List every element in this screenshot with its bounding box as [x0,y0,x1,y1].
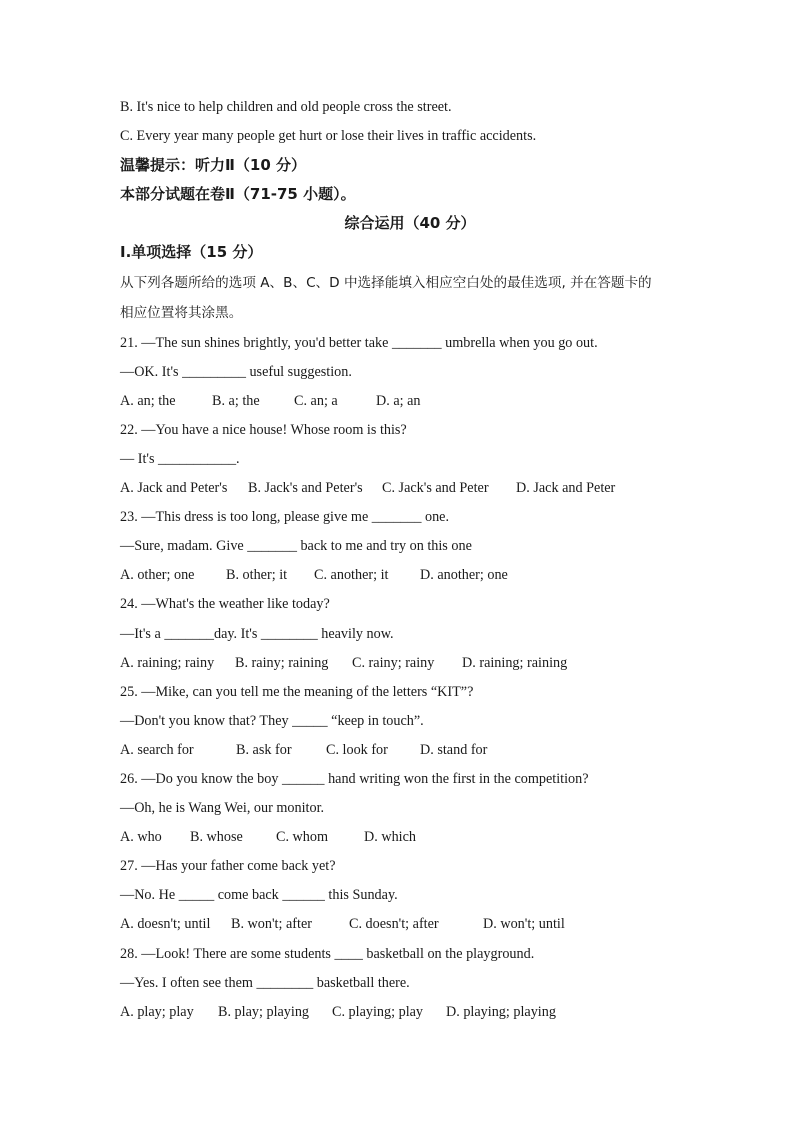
option-a[interactable]: A. an; the [120,392,176,409]
answer-25: —Don't you know that? They _____ “keep in touch”. [120,712,424,729]
option-c[interactable]: C. look for [326,741,388,758]
option-c[interactable]: C. doesn't; after [349,916,439,933]
option-c[interactable]: C. Jack's and Peter [382,480,489,497]
exam-page [120,93,700,1027]
answer-26: —Oh, he is Wang Wei, our monitor. [120,800,325,817]
question-23: 23. —This dress is too long, please give me _______ one. [120,509,450,526]
section-title: 综合运用（40 分） [344,214,476,233]
option-a[interactable]: A. Jack and Peter's [120,480,228,497]
option-d[interactable]: D. won't; until [483,916,565,933]
option-b[interactable]: B. whose [190,829,243,846]
answer-21: —OK. It's _________ useful suggestion. [120,363,352,380]
option-b[interactable]: B. other; it [226,567,288,584]
question-25: 25. —Mike, can you tell me the meaning of the letters “KIT”? [120,683,474,700]
option-b[interactable]: B. ask for [236,741,292,758]
options-25 [120,736,700,765]
option-a[interactable]: A. doesn't; until [120,916,211,933]
answer-24: —It's a _______day. It's ________ heavily now. [120,625,394,642]
option-a[interactable]: A. raining; rainy [120,654,215,671]
option-d[interactable]: D. stand for [420,741,488,758]
option-d[interactable]: D. playing; playing [446,1003,556,1020]
question-26: 26. —Do you know the boy ______ hand writing won the first in the competition? [120,770,589,787]
instructions-line-2: 相应位置将其涂黑。 [120,305,243,322]
option-c[interactable]: C. playing; play [332,1003,424,1020]
options-23 [120,561,700,590]
options-26 [120,823,700,852]
option-a[interactable]: A. play; play [120,1003,194,1020]
question-21: 21. —The sun shines brightly, you'd better take _______ umbrella when you go out. [120,334,598,351]
question-27: 27. —Has your father come back yet? [120,858,336,875]
notice-line-1: 温馨提示：听力Ⅱ（10 分） [120,156,306,175]
options-22 [120,474,700,503]
option-a[interactable]: A. search for [120,741,194,758]
option-b[interactable]: B. play; playing [218,1003,310,1020]
option-b[interactable]: B. rainy; raining [235,654,329,671]
options-28 [120,998,700,1027]
option-b[interactable]: B. Jack's and Peter's [248,480,363,497]
instructions-line-1: 从下列各题所给的选项 A、B、C、D 中选择能填入相应空白处的最佳选项, 并在答题卡的 [120,274,652,291]
option-b[interactable]: B. won't; after [231,916,312,933]
notice-line-2: 本部分试题在卷Ⅱ（71-75 小题）。 [120,185,356,204]
option-c[interactable]: C. rainy; rainy [352,654,435,671]
option-a[interactable]: A. who [120,829,162,846]
intro-line-b: B. It's nice to help children and old people cross the street. [120,99,452,115]
options-24 [120,649,700,678]
option-b[interactable]: B. a; the [212,392,260,409]
option-a[interactable]: A. other; one [120,567,195,584]
answer-23: —Sure, madam. Give _______ back to me and try on this one [120,538,472,555]
option-d[interactable]: D. raining; raining [462,654,568,671]
answer-28: —Yes. I often see them ________ basketball there. [120,974,410,991]
question-28: 28. —Look! There are some students ____ basketball on the playground. [120,945,535,962]
question-22: 22. —You have a nice house! Whose room is this? [120,421,407,438]
option-c[interactable]: C. another; it [314,567,389,584]
answer-27: —No. He _____ come back ______ this Sunday. [120,887,398,904]
part-title: Ⅰ.单项选择（15 分） [120,243,263,262]
question-24: 24. —What's the weather like today? [120,596,330,613]
option-d[interactable]: D. a; an [376,392,421,409]
answer-22: — It's ___________. [120,450,240,467]
option-d[interactable]: D. which [364,829,417,846]
options-21 [120,387,700,416]
option-c[interactable]: C. an; a [294,392,338,409]
option-d[interactable]: D. another; one [420,567,508,584]
option-c[interactable]: C. whom [276,829,329,846]
options-27 [120,910,700,939]
option-d[interactable]: D. Jack and Peter [516,480,616,497]
intro-line-c: C. Every year many people get hurt or lose their lives in traffic accidents. [120,128,537,145]
